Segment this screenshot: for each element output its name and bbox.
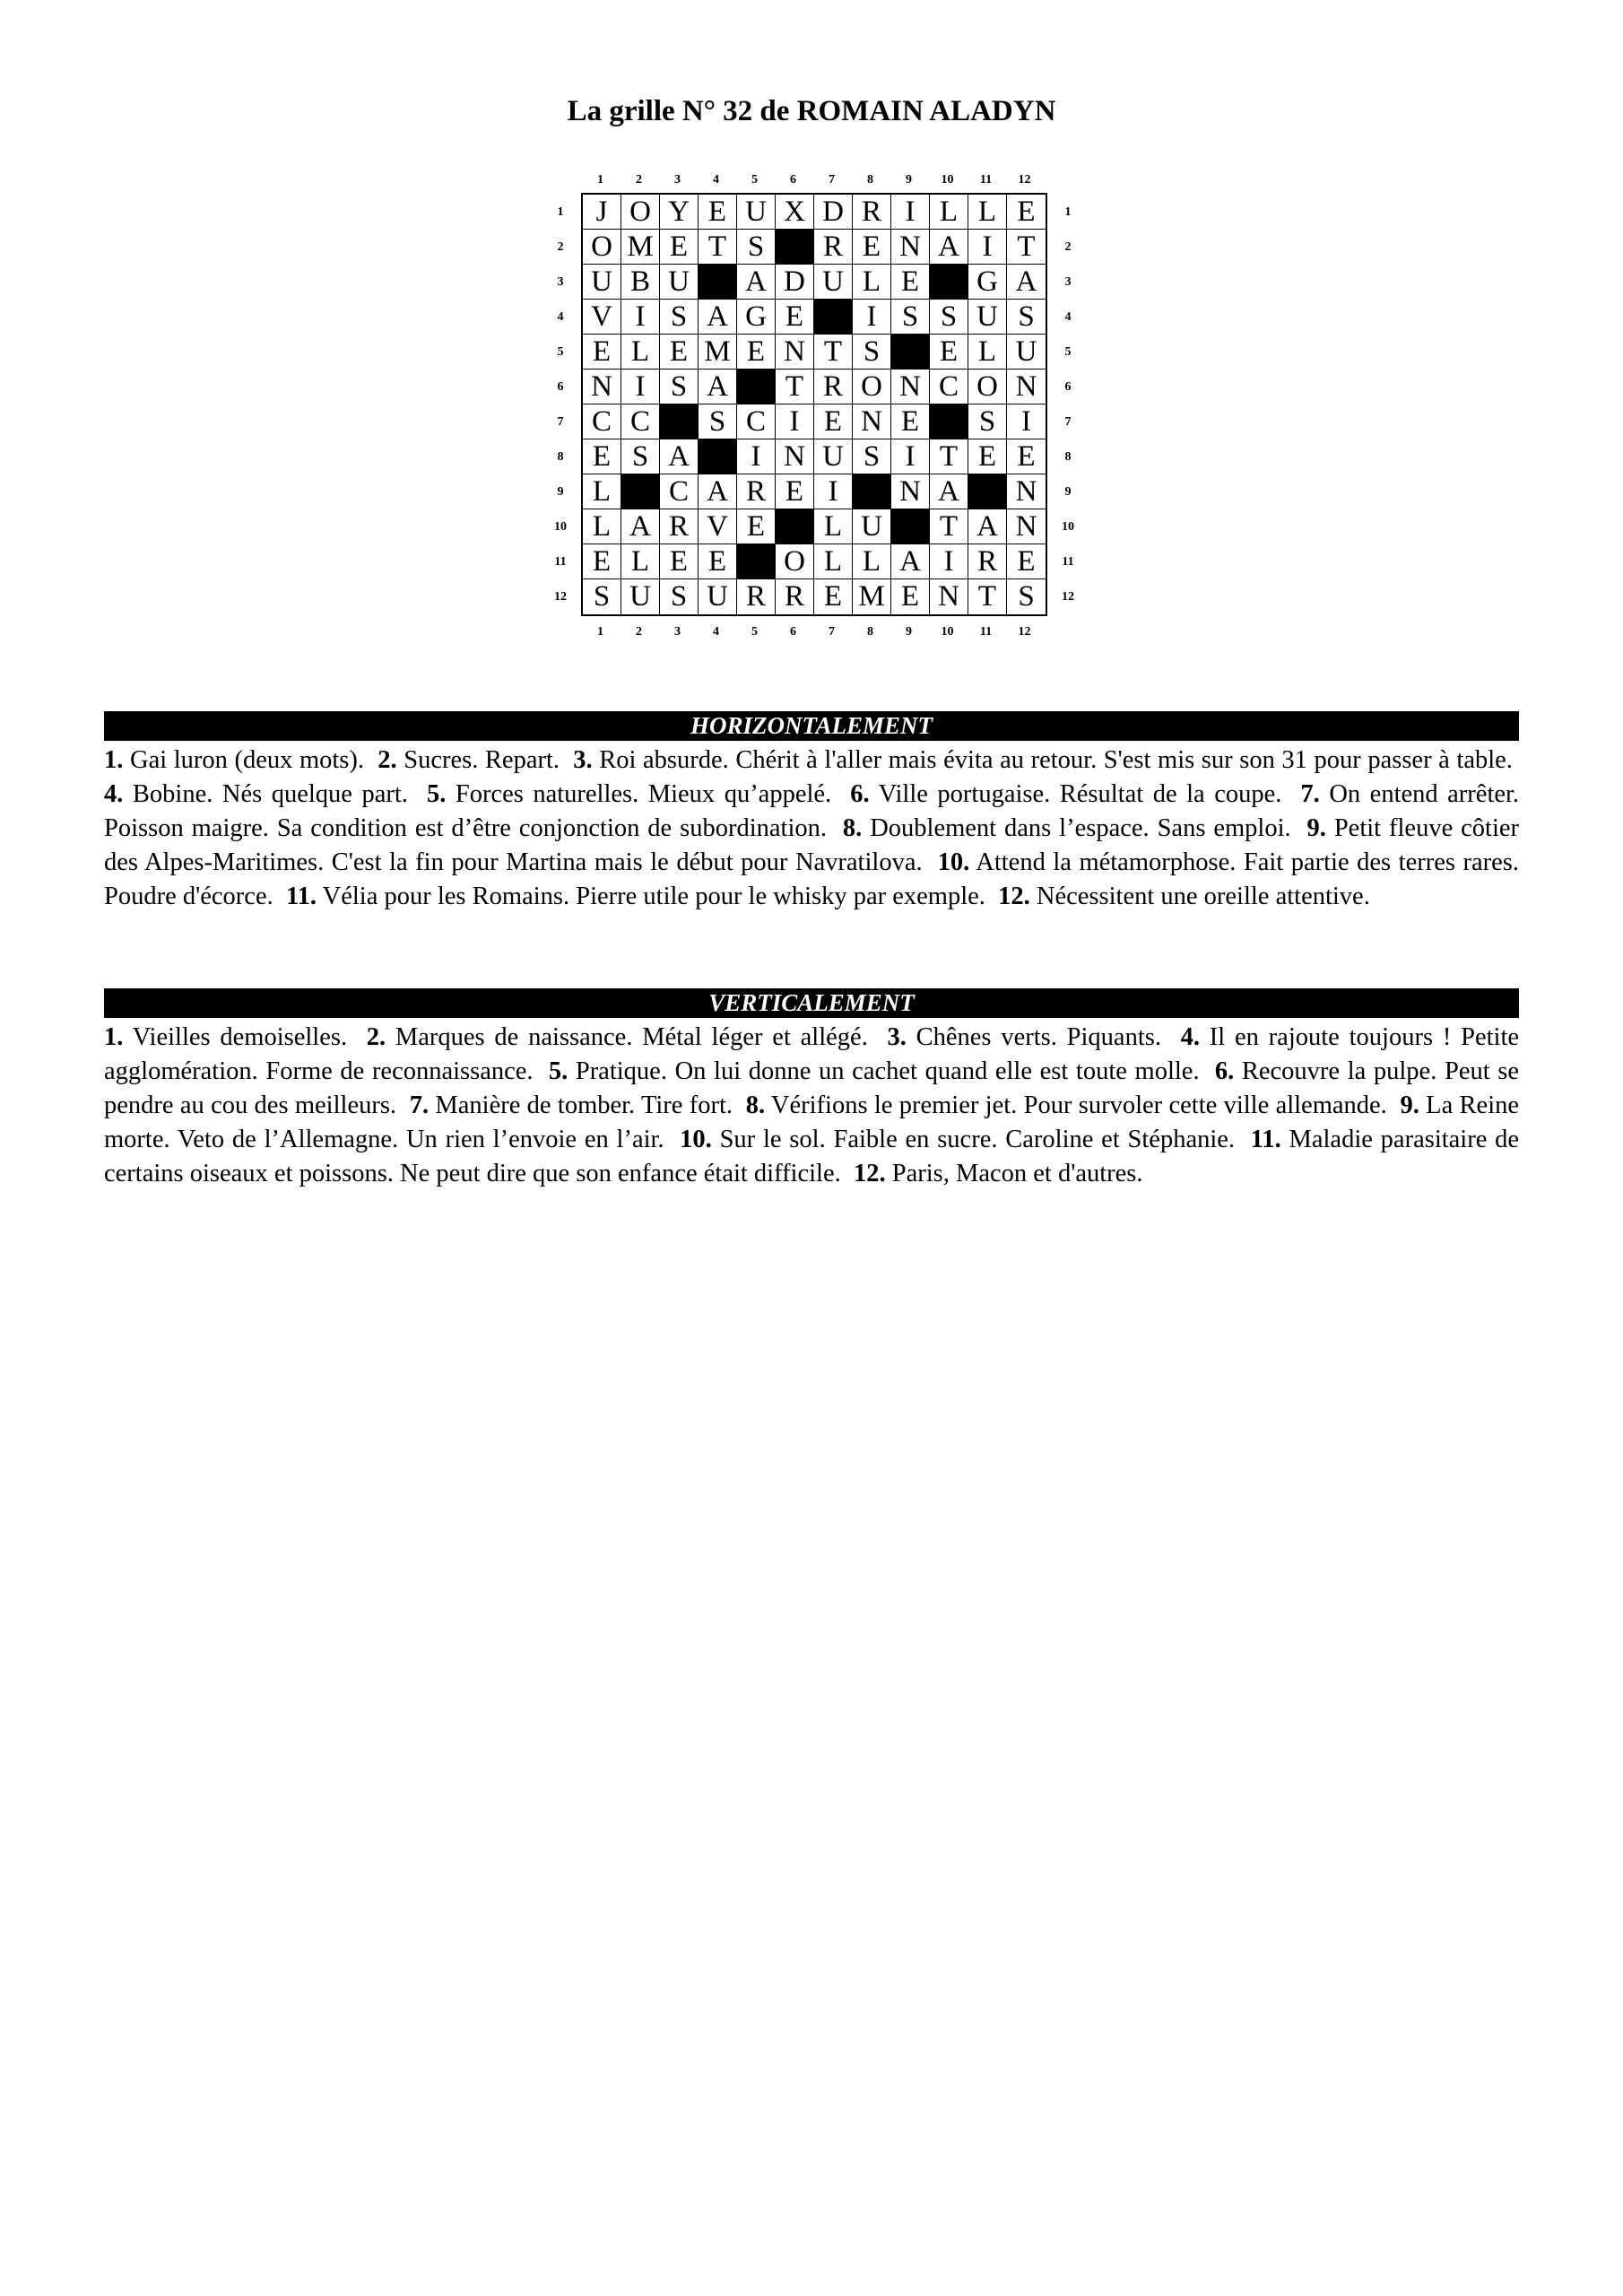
letter-cell: I (737, 439, 776, 474)
clue-text: Manière de tomber. Tire fort. (435, 1091, 733, 1119)
row-number: 5 (1064, 344, 1072, 359)
letter-cell: Y (660, 195, 699, 230)
letter-cell: S (1007, 300, 1046, 335)
row-number: 3 (1064, 274, 1072, 289)
letter-cell: N (776, 439, 814, 474)
letter-cell: E (930, 335, 968, 370)
letter-cell: E (814, 579, 853, 614)
letter-cell: V (583, 300, 621, 335)
black-cell (968, 474, 1007, 509)
clue-number: 8. (842, 814, 863, 842)
row-number: 7 (557, 414, 564, 429)
column-numbers-top (581, 168, 1089, 193)
letter-cell: N (930, 579, 968, 614)
letter-cell: L (621, 335, 660, 370)
letter-cell: J (583, 195, 621, 230)
column-number: 8 (867, 625, 873, 639)
letter-cell: T (814, 335, 853, 370)
letter-cell: E (776, 474, 814, 509)
letter-cell: E (660, 230, 699, 265)
letter-cell: L (853, 544, 891, 579)
letter-cell: S (737, 230, 776, 265)
row-number: 11 (554, 554, 567, 569)
column-number: 10 (941, 173, 954, 187)
vertical-heading: VERTICALEMENT (104, 988, 1519, 1018)
letter-cell: R (968, 544, 1007, 579)
letter-cell: L (968, 195, 1007, 230)
clue-text: Sucres. Repart. (404, 746, 560, 774)
row-number: 8 (557, 449, 564, 464)
letter-cell: T (699, 230, 737, 265)
clue-text: On entend arrêter. Poisson maigre. Sa condition est d’être conjonction de subordination. (104, 780, 1520, 842)
column-number: 4 (713, 173, 719, 187)
clue-text: La Reine morte. Veto de l’Allemagne. Un rien l’envoie en l’air. (104, 1091, 1520, 1153)
black-cell (776, 230, 814, 265)
clue-number: 5. (548, 1057, 568, 1085)
row-number: 4 (557, 309, 564, 324)
letter-cell: U (699, 579, 737, 614)
row-number: 3 (557, 274, 564, 289)
black-cell (814, 300, 853, 335)
letter-cell: S (621, 439, 660, 474)
horizontal-heading: HORIZONTALEMENT (104, 711, 1519, 741)
letter-cell: I (621, 300, 660, 335)
clue-number: 9. (1400, 1091, 1419, 1119)
column-number: 6 (790, 625, 796, 639)
letter-cell: S (968, 404, 1007, 439)
letter-cell: E (660, 335, 699, 370)
column-number: 10 (941, 625, 954, 639)
letter-cell: L (814, 509, 853, 544)
clue-text: Forces naturelles. Mieux qu’appelé. (455, 780, 832, 808)
column-number: 11 (979, 625, 993, 639)
letter-cell: I (621, 370, 660, 404)
column-number: 2 (636, 173, 642, 187)
letter-cell: U (853, 509, 891, 544)
row-number: 6 (1064, 379, 1072, 394)
clue-number: 7. (409, 1091, 430, 1119)
horizontal-clues (104, 744, 1519, 914)
letter-cell: N (853, 404, 891, 439)
clue-number: 12. (998, 883, 1030, 910)
letter-cell: A (621, 509, 660, 544)
letter-cell: S (660, 370, 699, 404)
letter-cell: N (891, 474, 930, 509)
column-number: 2 (636, 625, 642, 639)
letter-cell: S (699, 404, 737, 439)
clue-number: 1. (104, 746, 124, 774)
letter-cell: N (776, 335, 814, 370)
black-cell (660, 404, 699, 439)
letter-cell: T (968, 579, 1007, 614)
letter-cell: C (660, 474, 699, 509)
letter-cell: D (814, 195, 853, 230)
letter-cell: E (699, 544, 737, 579)
letter-cell: I (891, 439, 930, 474)
letter-cell: X (776, 195, 814, 230)
letter-cell: O (621, 195, 660, 230)
letter-cell: S (891, 300, 930, 335)
black-cell (737, 370, 776, 404)
letter-cell: T (930, 509, 968, 544)
clue (573, 746, 1513, 774)
letter-cell: U (1007, 335, 1046, 370)
letter-cell: R (814, 230, 853, 265)
clue-number: 10. (937, 848, 970, 876)
black-cell (776, 509, 814, 544)
letter-cell: U (814, 265, 853, 300)
letter-cell: C (930, 370, 968, 404)
letter-cell: M (699, 335, 737, 370)
clue (104, 780, 408, 808)
letter-cell: L (583, 509, 621, 544)
letter-cell: U (621, 579, 660, 614)
clue-number: 3. (573, 746, 593, 774)
clue-text: Nécessitent une oreille attentive. (1036, 883, 1370, 910)
letter-cell: L (583, 474, 621, 509)
row-numbers-left (540, 193, 581, 616)
clue (104, 1023, 347, 1051)
row-number: 10 (554, 519, 567, 534)
letter-cell: S (853, 335, 891, 370)
clue-number: 6. (1214, 1057, 1235, 1085)
letter-cell: E (1007, 195, 1046, 230)
letter-cell: O (968, 370, 1007, 404)
column-number: 3 (674, 173, 681, 187)
clue (854, 1160, 1143, 1187)
black-cell (853, 474, 891, 509)
letter-cell: I (930, 544, 968, 579)
clue-text: Doublement dans l’espace. Sans emploi. (870, 814, 1291, 842)
black-cell (891, 509, 930, 544)
row-number: 10 (1062, 519, 1074, 534)
letter-cell: N (1007, 370, 1046, 404)
column-number: 5 (751, 173, 758, 187)
letter-cell: G (737, 300, 776, 335)
row-number: 8 (1064, 449, 1072, 464)
clue-number: 4. (104, 780, 124, 808)
letter-cell: A (737, 265, 776, 300)
clue (680, 1126, 1235, 1153)
crossword-grid (581, 193, 1047, 616)
letter-cell: A (891, 544, 930, 579)
letter-cell: S (930, 300, 968, 335)
clue (887, 1023, 1161, 1051)
letter-cell: M (853, 579, 891, 614)
clue (549, 1057, 1200, 1085)
clue (378, 746, 560, 774)
letter-cell: C (621, 404, 660, 439)
column-number: 7 (829, 625, 835, 639)
letter-cell: U (814, 439, 853, 474)
clue-text: Sur le sol. Faible en sucre. Caroline et Stéphanie. (719, 1126, 1236, 1153)
column-numbers-bottom (581, 620, 1089, 645)
letter-cell: E (776, 300, 814, 335)
letter-cell: R (737, 474, 776, 509)
letter-cell: I (968, 230, 1007, 265)
clue-number: 3. (887, 1023, 907, 1051)
column-number: 5 (751, 625, 758, 639)
letter-cell: A (930, 474, 968, 509)
letter-cell: R (814, 370, 853, 404)
letter-cell: G (968, 265, 1007, 300)
clue-text: Gai luron (deux mots). (129, 746, 365, 774)
black-cell (930, 265, 968, 300)
letter-cell: U (737, 195, 776, 230)
letter-cell: S (660, 579, 699, 614)
clue-text: Ville portugaise. Résultat de la coupe. (878, 780, 1282, 808)
column-number: 1 (597, 173, 603, 187)
letter-cell: R (853, 195, 891, 230)
letter-cell: E (737, 509, 776, 544)
clue-number: 6. (850, 780, 870, 808)
letter-cell: T (776, 370, 814, 404)
letter-cell: E (891, 265, 930, 300)
letter-cell: E (583, 439, 621, 474)
row-number: 4 (1064, 309, 1072, 324)
letter-cell: L (930, 195, 968, 230)
clue (367, 1023, 868, 1051)
letter-cell: L (814, 544, 853, 579)
clue (746, 1091, 1387, 1119)
column-number: 9 (906, 625, 912, 639)
column-number: 8 (867, 173, 873, 187)
letter-cell: T (1007, 230, 1046, 265)
black-cell (930, 404, 968, 439)
letter-cell: E (853, 230, 891, 265)
letter-cell: O (776, 544, 814, 579)
clue-number: 2. (378, 746, 397, 774)
letter-cell: L (621, 544, 660, 579)
crossword-puzzle (540, 168, 1089, 645)
row-number: 5 (557, 344, 564, 359)
clue-number: 8. (745, 1091, 766, 1119)
clue-number: 10. (680, 1126, 712, 1153)
letter-cell: E (699, 195, 737, 230)
letter-cell: I (891, 195, 930, 230)
clue-text: Marques de naissance. Métal léger et allégé. (395, 1023, 868, 1051)
letter-cell: M (621, 230, 660, 265)
letter-cell: A (699, 300, 737, 335)
letter-cell: T (930, 439, 968, 474)
clue-text: Roi absurde. Chérit à l'aller mais évita au retour. S'est mis sur son 31 pour passer à table. (599, 746, 1513, 774)
letter-cell: U (583, 265, 621, 300)
column-number: 11 (979, 173, 993, 187)
letter-cell: N (891, 230, 930, 265)
letter-cell: S (853, 439, 891, 474)
clue-number: 7. (1300, 780, 1320, 808)
letter-cell: A (1007, 265, 1046, 300)
letter-cell: I (853, 300, 891, 335)
letter-cell: O (853, 370, 891, 404)
letter-cell: R (776, 579, 814, 614)
clue (850, 780, 1281, 808)
column-number: 12 (1018, 173, 1031, 187)
clue-number: 9. (1306, 814, 1326, 842)
letter-cell: U (968, 300, 1007, 335)
column-number: 9 (906, 173, 912, 187)
clue-text: Paris, Macon et d'autres. (891, 1160, 1143, 1187)
clue-text: Il en rajoute toujours ! Petite agglomération. Forme de reconnaissance. (104, 1023, 1520, 1085)
letter-cell: E (660, 544, 699, 579)
row-number: 9 (557, 484, 564, 499)
letter-cell: E (737, 335, 776, 370)
clue-number: 5. (426, 780, 447, 808)
column-number: 7 (829, 173, 835, 187)
black-cell (621, 474, 660, 509)
vertical-section (104, 988, 1519, 1191)
letter-cell: N (1007, 509, 1046, 544)
letter-cell: E (1007, 544, 1046, 579)
black-cell (737, 544, 776, 579)
letter-cell: A (930, 230, 968, 265)
letter-cell: O (583, 230, 621, 265)
clue-text: Recouvre la pulpe. Peut se pendre au cou des meilleurs. (104, 1057, 1520, 1119)
letter-cell: I (814, 474, 853, 509)
clue-text: Vérifions le premier jet. Pour survoler cette ville allemande. (770, 1091, 1387, 1119)
row-number: 6 (557, 379, 564, 394)
clue-text: Pratique. On lui donne un cachet quand elle est toute molle. (575, 1057, 1200, 1085)
column-number: 1 (597, 625, 603, 639)
row-number: 1 (557, 204, 564, 219)
row-number: 7 (1064, 414, 1072, 429)
column-number: 12 (1018, 625, 1031, 639)
letter-cell: E (814, 404, 853, 439)
vertical-clues (104, 1021, 1519, 1191)
black-cell (699, 439, 737, 474)
column-number: 3 (674, 625, 681, 639)
row-number: 9 (1064, 484, 1072, 499)
letter-cell: A (699, 370, 737, 404)
row-number: 12 (1062, 589, 1074, 604)
clue (998, 883, 1370, 910)
letter-cell: E (583, 544, 621, 579)
letter-cell: E (583, 335, 621, 370)
letter-cell: S (1018, 580, 1035, 613)
clue-number: 2. (366, 1023, 386, 1051)
letter-cell: S (660, 300, 699, 335)
letter-cell: N (583, 370, 621, 404)
letter-cell: D (776, 265, 814, 300)
clue-number: 11. (285, 883, 317, 910)
letter-cell: R (737, 579, 776, 614)
clue-text: Vieilles demoiselles. (132, 1023, 348, 1051)
clue-number: 1. (104, 1023, 124, 1051)
column-number: 4 (713, 625, 719, 639)
letter-cell: A (699, 474, 737, 509)
letter-cell: A (660, 439, 699, 474)
clue (843, 814, 1291, 842)
clue (427, 780, 831, 808)
black-cell (699, 265, 737, 300)
clue-number: 4. (1180, 1023, 1200, 1051)
letter-cell: R (660, 509, 699, 544)
row-number: 1 (1064, 204, 1072, 219)
clue-number: 12. (854, 1160, 886, 1187)
letter-cell: A (968, 509, 1007, 544)
letter-cell: S (583, 579, 621, 614)
letter-cell: E (891, 579, 930, 614)
clue-text: Petit fleuve côtier des Alpes-Maritimes. C'est la fin pour Martina mais le début pour Navratilova. (104, 814, 1520, 876)
letter-cell: I (1007, 404, 1046, 439)
clue-text: Maladie parasitaire de certains oiseaux et poissons. Ne peut dire que son enfance était difficile. (104, 1126, 1520, 1187)
row-number: 2 (1064, 239, 1072, 254)
clue (286, 883, 985, 910)
clue-text: Chênes verts. Piquants. (916, 1023, 1161, 1051)
column-number: 6 (790, 173, 796, 187)
clue (410, 1091, 733, 1119)
letter-cell: V (699, 509, 737, 544)
letter-cell: E (1007, 439, 1046, 474)
horizontal-section (104, 711, 1519, 914)
letter-cell: N (1007, 474, 1046, 509)
letter-cell: U (660, 265, 699, 300)
letter-cell: C (583, 404, 621, 439)
clue (104, 746, 364, 774)
clue-text: Bobine. Nés quelque part. (132, 780, 408, 808)
clue-text: Vélia pour les Romains. Pierre utile pour le whisky par exemple. (322, 883, 985, 910)
row-number: 12 (554, 589, 567, 604)
black-cell (891, 335, 930, 370)
letter-cell: E (968, 439, 1007, 474)
row-number: 11 (1062, 554, 1074, 569)
letter-cell: L (853, 265, 891, 300)
clue-text: Attend la métamorphose. Fait partie des terres rares. Poudre d'écorce. (104, 848, 1519, 910)
letter-cell: B (621, 265, 660, 300)
row-numbers-right (1047, 193, 1089, 616)
row-number: 2 (557, 239, 564, 254)
letter-cell: E (891, 404, 930, 439)
letter-cell: N (891, 370, 930, 404)
letter-cell: I (776, 404, 814, 439)
page-title: La grille N° 32 de ROMAIN ALADYN (567, 95, 1056, 127)
letter-cell: L (968, 335, 1007, 370)
clue-number: 11. (1250, 1126, 1281, 1153)
letter-cell: C (737, 404, 776, 439)
